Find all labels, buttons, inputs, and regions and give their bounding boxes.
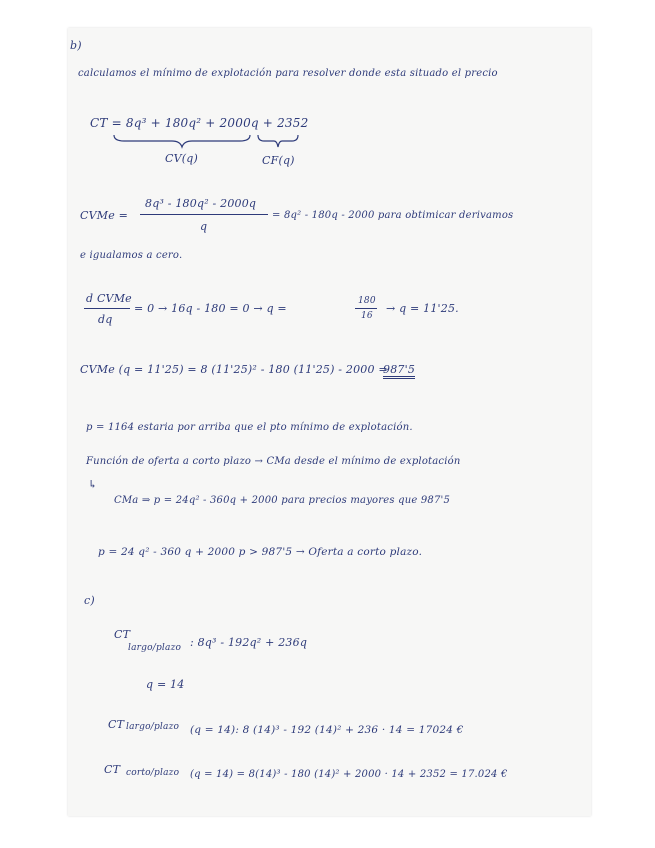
ct-formula: CT = 8q³ + 180q² + 2000q + 2352	[90, 116, 309, 130]
q-fraction-numerator: 180	[358, 296, 376, 306]
derivative-fraction-bar	[84, 308, 130, 309]
cvme-rhs-continued: e igualamos a cero.	[80, 250, 183, 261]
cvme-denominator: q	[200, 220, 208, 233]
cvme-lhs: CVMe =	[80, 209, 129, 222]
cv-brace	[114, 133, 250, 147]
ct-cp-eval-head: CT	[104, 763, 121, 776]
arrow-mark: ↳	[88, 478, 98, 491]
cma-supply-line: CMa ⇒ p = 24q² - 360q + 2000 para precios mayores que 987'5	[114, 495, 451, 506]
ct-cp-evaluation: (q = 14) = 8(14)³ - 180 (14)² + 2000 · 14 + 2352 = 17.024 €	[190, 769, 508, 780]
part-c-label: c)	[84, 594, 95, 607]
q-fraction-bar	[355, 308, 377, 309]
intro-text: calculamos el mínimo de explotación para resolver donde esta situado el precio	[78, 68, 498, 79]
cvme-rhs: = 8q² - 180q - 2000 para obtimicar derivamos	[272, 210, 514, 221]
derivative-numerator: d CVMe	[86, 292, 132, 305]
cv-label: CV(q)	[165, 152, 198, 165]
derivative-equation: = 0 → 16q - 180 = 0 → q =	[134, 302, 287, 315]
supply-title: Función de oferta a corto plazo → CMa desde el mínimo de explotación	[86, 456, 461, 467]
cvme-fraction-bar	[140, 214, 268, 215]
ct-lp-evaluation: (q = 14): 8 (14)³ - 192 (14)² + 236 · 14 = 17024 €	[190, 724, 464, 736]
ct-cp-eval-sub: corto/plazo	[126, 768, 180, 778]
part-b-label: b)	[70, 39, 82, 52]
ct-long-run-sub: largo/plazo	[128, 643, 182, 653]
price-note: p = 1164 estaria por arriba que el pto mínimo de explotación.	[86, 422, 413, 433]
ct-long-run-head: CT	[114, 628, 131, 641]
q-value: q = 14	[146, 678, 185, 691]
q-result: → q = 11'25.	[386, 302, 459, 315]
ct-lp-eval-sub: largo/plazo	[126, 722, 180, 732]
cf-brace	[258, 133, 298, 147]
supply-final: p = 24 q² - 360 q + 2000 p > 987'5 → Oferta a corto plazo.	[98, 546, 423, 558]
cf-label: CF(q)	[262, 154, 295, 167]
cvme-numerator: 8q³ - 180q² - 2000q	[145, 197, 257, 210]
cvme-minimum-value: 987'5	[383, 363, 415, 379]
ct-long-run-formula: : 8q³ - 192q² + 236q	[190, 636, 308, 649]
derivative-denominator: dq	[98, 313, 113, 326]
ct-lp-eval-head: CT	[108, 718, 125, 731]
q-fraction-denominator: 16	[361, 311, 373, 321]
cvme-evaluation: CVMe (q = 11'25) = 8 (11'25)² - 180 (11'25) - 2000 =	[80, 363, 388, 376]
